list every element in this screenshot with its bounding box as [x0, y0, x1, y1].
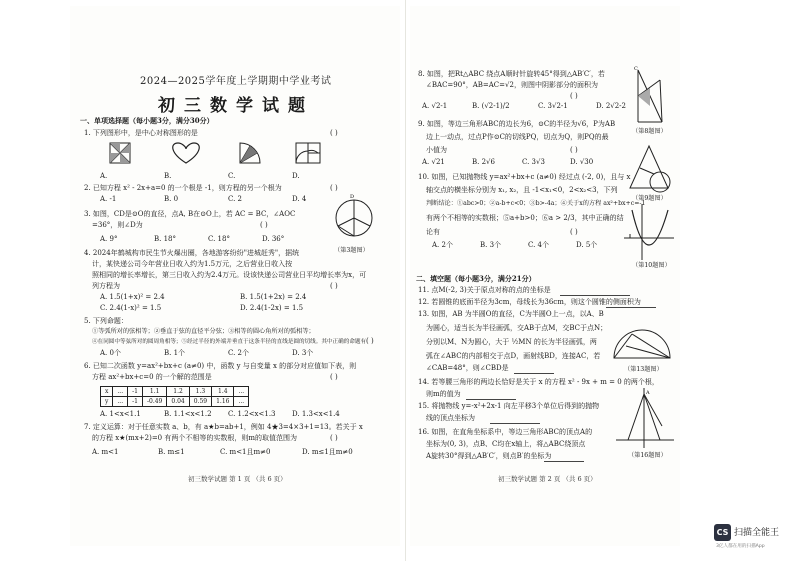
q6-value-table — [100, 386, 249, 407]
q6-table-row-x — [101, 387, 249, 397]
q4-option-c: C. 2.4(1-x)² = 1.5 — [100, 304, 162, 312]
q1-figure-b-heart — [173, 143, 200, 163]
q5-option-a: A. 0个 — [100, 349, 121, 357]
q2-option-d: D. 4 — [292, 195, 307, 203]
q10-parabola-figure — [622, 202, 676, 262]
q10-line-5: 论有 — [426, 228, 440, 236]
table-cell: 0.04 — [167, 397, 189, 407]
q5-answer-bracket: ( ) — [366, 337, 374, 345]
q5-option-b: B. 1个 — [164, 349, 186, 357]
q3-circle-figure — [332, 192, 380, 248]
q9-option-a: A. √21 — [422, 158, 445, 166]
table-cell: 0.59 — [189, 397, 211, 407]
page-2-footer: 初三数学试题 第 2 页 （共 6 页） — [498, 475, 597, 483]
q6-answer-bracket: ( ) — [330, 373, 338, 381]
q2-option-c: C. 2 — [228, 195, 243, 203]
q10-option-c: C. 4个 — [528, 241, 550, 249]
q3-option-d: D. 36° — [262, 235, 285, 243]
q8-figure-caption: （第8题图） — [632, 128, 667, 135]
q7-option-b: B. m≤1 — [158, 448, 185, 456]
camscanner-tagline: 3亿人都在用的扫描App — [716, 544, 765, 549]
q10-option-b: B. 3个 — [480, 241, 502, 249]
q1-figure-d-spiral-squares — [296, 143, 320, 163]
q5-stem: 5. 下列命题： — [84, 317, 128, 325]
q7-option-d: D. m≤1且m≠0 — [302, 448, 353, 456]
q2-stem: 2. 已知方程 x² - 2x+a=0 的一个根是 -1，则方程的另一个根为 — [84, 184, 282, 192]
q14-answer-blank — [466, 399, 516, 400]
q4-option-b: B. 1.5(1+2x) = 2.4 — [240, 293, 307, 301]
section-1-heading: 一、单项选择题（每小题3分，满分30分） — [80, 116, 214, 125]
q10-line-4: 有两个不相等的实数根；⑤a+b>0；⑥a > 2/3，其中正确的结 — [426, 214, 624, 222]
q7-option-c: C. m<1且m≠0 — [220, 448, 271, 456]
q12-stem: 12. 若圆锥的底面半径为3cm，母线长为36cm，则这个圆锥的侧面积为 — [418, 298, 641, 306]
q10-line-3: 判断结论：①abc>0；②a-b+c<0；③b>-4a；④关于x的方程 ax²+bx+c=-1 — [426, 200, 646, 207]
q8-option-c: C. 3√2-1 — [538, 102, 568, 110]
q9-answer-bracket: ( ) — [570, 146, 578, 154]
q4-option-d: D. 2.4(1-2x) = 1.5 — [240, 304, 304, 312]
q3-option-a: A. 9° — [100, 235, 118, 243]
q5-line-1: ①等弧所对的弦相等；②垂直于弦的直径平分弦；③相等的圆心角所对的弧相等； — [92, 328, 315, 335]
table-cell: 1.2 — [167, 387, 189, 397]
q8-option-d: D. 2√2-2 — [596, 102, 626, 110]
table-cell: y — [101, 397, 113, 407]
q8-answer-bracket: ( ) — [570, 92, 578, 100]
q4-line-1: 4. 2024年鹤城构市民生节火爆出圈，各地游客纷纷"进城赶秀"，据统 — [84, 249, 300, 257]
q6-table-row-y — [101, 397, 249, 407]
q5-option-d: D. 3个 — [292, 349, 314, 357]
table-cell: -1 — [128, 397, 143, 407]
q13-line-4: 弧在∠ABC的内部相交于点D，画射线BD，连接AC，若 — [426, 352, 601, 360]
q9-line-1: 9. 如图，等边三角形ABC的边长为6，⊙C的半径为√6，P为AB — [418, 120, 616, 128]
q10-option-a: A. 2个 — [432, 241, 453, 249]
q1-answer-bracket: ( ) — [330, 129, 338, 137]
q16-answer-blank — [544, 461, 584, 462]
svg-text:C: C — [634, 66, 638, 72]
q8-line-1: 8. 如图，把Rt△ABC 绕点A顺时针旋转45°得到△AB′C′，若 — [418, 70, 605, 78]
q1-figures — [106, 139, 346, 171]
q13-line-1: 13. 如图，AB 为半圆O的直径，C为半圆O上一点，以A、B — [418, 310, 604, 318]
q8-option-b: B. (√2-1)/2 — [472, 102, 510, 110]
q7-line-1: 7. 定义运算：对于任意实数 a、b，有 a★b=ab+1，例如 4★3=4×3+1=13。若关于 x — [84, 423, 363, 431]
q13-answer-blank — [514, 373, 554, 374]
q6-option-d: D. 1.3<x<1.4 — [292, 410, 340, 418]
q1-option-b: B. — [164, 172, 172, 180]
q6-option-b: B. 1.1<x<1.2 — [164, 410, 212, 418]
q5-line-2: ④在同圆中等弦所对的圆周角相等；⑤经过半径的外端并垂直于这条半径的直线是圆的切线。其中正确的命题有 — [92, 339, 367, 345]
exam-page-1 — [70, 6, 400, 546]
table-cell: 1.16 — [212, 397, 234, 407]
q8-option-a: A. √2-1 — [422, 102, 448, 110]
table-cell: x — [101, 387, 113, 397]
q10-figure-caption: （第10题图） — [632, 262, 671, 269]
q3-answer-bracket: ( ) — [260, 221, 268, 229]
q11-stem: 11. 点M(-2, 3)关于原点对称的点的坐标是 — [418, 286, 551, 294]
q8-line-2: ∠BAC=90°，AB=AC=√2，则图中阴影部分的面积为 — [426, 81, 598, 89]
q16-line-2: 坐标为(0, 3)，点B、C均在x轴上，将△ABC绕顶点 — [426, 440, 586, 448]
q6-option-a: A. 1<x<1.1 — [100, 410, 141, 418]
table-cell: 1.3 — [189, 387, 211, 397]
q10-option-d: D. 5个 — [576, 241, 598, 249]
q10-answer-bracket: ( ) — [570, 228, 578, 236]
camscanner-logo-icon: CS — [714, 524, 731, 541]
svg-text:A: A — [646, 390, 650, 396]
q1-stem: 1. 下列图形中，是中心对称图形的是 — [84, 129, 198, 137]
q4-line-2: 计，某快递公司今年营业日收入约为1.5万元，之后营业日收入按 — [92, 260, 293, 268]
q13-figure-caption: （第13题图） — [624, 366, 663, 373]
q3-option-c: C. 18° — [208, 235, 230, 243]
q4-line-3: 照相同的增长率增长，第三日收入约为2.4万元。设该快递公司营业日平均增长率为x，可 — [92, 271, 367, 279]
exam-page-2 — [410, 6, 680, 546]
q3-line-1: 3. 如图，CD是⊙O的直径，点A, B在⊙O上，若 AC = BC，∠AOC — [84, 210, 296, 218]
svg-text:D: D — [350, 194, 355, 200]
table-cell: ... — [234, 387, 249, 397]
q9-line-2: 边上一动点，过点P作⊙C的切线PQ，切点为Q，则PQ的最 — [426, 133, 609, 141]
q7-option-a: A. m<1 — [92, 448, 119, 456]
q3-line-2: =36°，则∠D为 — [92, 221, 143, 229]
table-cell: ... — [234, 397, 249, 407]
table-cell: -1 — [128, 387, 143, 397]
q4-option-a: A. 1.5(1+x)² = 2.4 — [100, 293, 165, 301]
q9-line-3: 小值为 — [426, 146, 447, 154]
q9-triangle-circle-figure — [622, 138, 676, 194]
q9-option-b: B. 2√6 — [472, 158, 495, 166]
q1-figure-c-fan — [240, 143, 260, 163]
q1-option-c: C. — [228, 172, 236, 180]
q15-answer-blank — [490, 423, 540, 424]
q2-option-a: A. -1 — [100, 195, 117, 203]
q4-line-4: 列方程为 — [92, 282, 120, 290]
table-cell: -0.49 — [142, 397, 166, 407]
q8-rotation-figure — [628, 66, 672, 128]
q11-answer-blank — [560, 295, 630, 296]
q15-line-1: 15. 将抛物线 y=-x²+2x-1 向左平移3个单位后得到的抛物 — [418, 402, 600, 410]
q9-option-d: D. √30 — [570, 158, 594, 166]
q16-line-1: 16. 如图，在直角坐标系中，等边三角形ABC的顶点A的 — [418, 428, 593, 436]
q16-line-3: A旋转30°得到△AB′C′，则点B′的坐标为 — [426, 452, 552, 460]
q9-option-c: C. 3√3 — [522, 158, 545, 166]
fold-shadow — [405, 0, 406, 561]
q3-option-b: B. 18° — [154, 235, 177, 243]
q15-line-2: 线的顶点坐标为 — [426, 414, 475, 422]
table-cell: 1.1 — [142, 387, 166, 397]
q14-line-2: 则m的值为 — [426, 390, 461, 398]
page-1-footer: 初三数学试题 第 1 页 （共 6 页） — [188, 475, 287, 483]
camscanner-name: 扫描全能王 — [734, 528, 780, 538]
q3-figure-caption: （第3题图） — [334, 247, 369, 254]
q16-equilateral-figure — [614, 386, 676, 452]
q1-figure-a-pinwheel — [110, 143, 130, 163]
q13-line-5: ∠CAB=48°，则∠CBD是 — [426, 364, 509, 372]
q13-line-3: 分别以M、N为圆心，大于 ½MN 的长为半径画弧，两 — [426, 338, 597, 346]
q6-option-c: C. 1.2<x<1.3 — [228, 410, 276, 418]
q7-answer-bracket: ( ) — [330, 434, 338, 442]
q6-line-1: 6. 已知二次函数 y=ax²+bx+c (a≠0) 中，函数 y 与自变量 x 的部分对应值如下表，则 — [84, 362, 357, 370]
q9-figure-caption: （第9题图） — [632, 195, 667, 202]
q13-line-2: 为圆心，适当长为半径画弧，交AB于点M，交BC于点N； — [426, 324, 608, 332]
q12-answer-blank — [606, 307, 656, 308]
q7-line-2: 的方程 x★(mx+2)=0 有两个不相等的实数根，则m的取值范围为 — [92, 434, 297, 442]
exam-title: 2024—2025学年度上学期期中学业考试 — [140, 76, 332, 87]
q2-answer-bracket: ( ) — [330, 184, 338, 192]
q13-semicircle-figure — [610, 324, 674, 364]
main-title: 初三数学试题 — [158, 96, 314, 116]
q6-line-2: 方程 ax²+bx+c=0 的一个解的范围是 — [92, 373, 212, 381]
q10-line-1: 10. 如图，已知抛物线 y=ax²+bx+c (a≠0) 经过点 (-2, 0)，且与 x — [418, 173, 631, 181]
q16-figure-caption: （第16题图） — [628, 452, 667, 459]
q1-option-d: D. — [292, 172, 300, 180]
section-2-heading: 二、填空题（每小题3分，满分21分） — [416, 274, 536, 283]
table-cell: ... — [113, 387, 128, 397]
q2-option-b: B. 0 — [164, 195, 179, 203]
q1-option-a: A. — [100, 172, 108, 180]
table-cell: ... — [113, 397, 128, 407]
q10-line-2: 轴交点的横坐标分别为 x₁, x₂，且 -1<x₁<0，2<x₂<3，下列 — [426, 186, 618, 194]
q5-option-c: C. 2个 — [228, 349, 250, 357]
table-cell: 1.4 — [212, 387, 234, 397]
q14-line-1: 14. 若等腰三角形的两边长恰好是关于 x 的方程 x² - 9x + m = 0 的两个根， — [418, 378, 659, 386]
q4-answer-bracket: ( ) — [330, 282, 338, 290]
